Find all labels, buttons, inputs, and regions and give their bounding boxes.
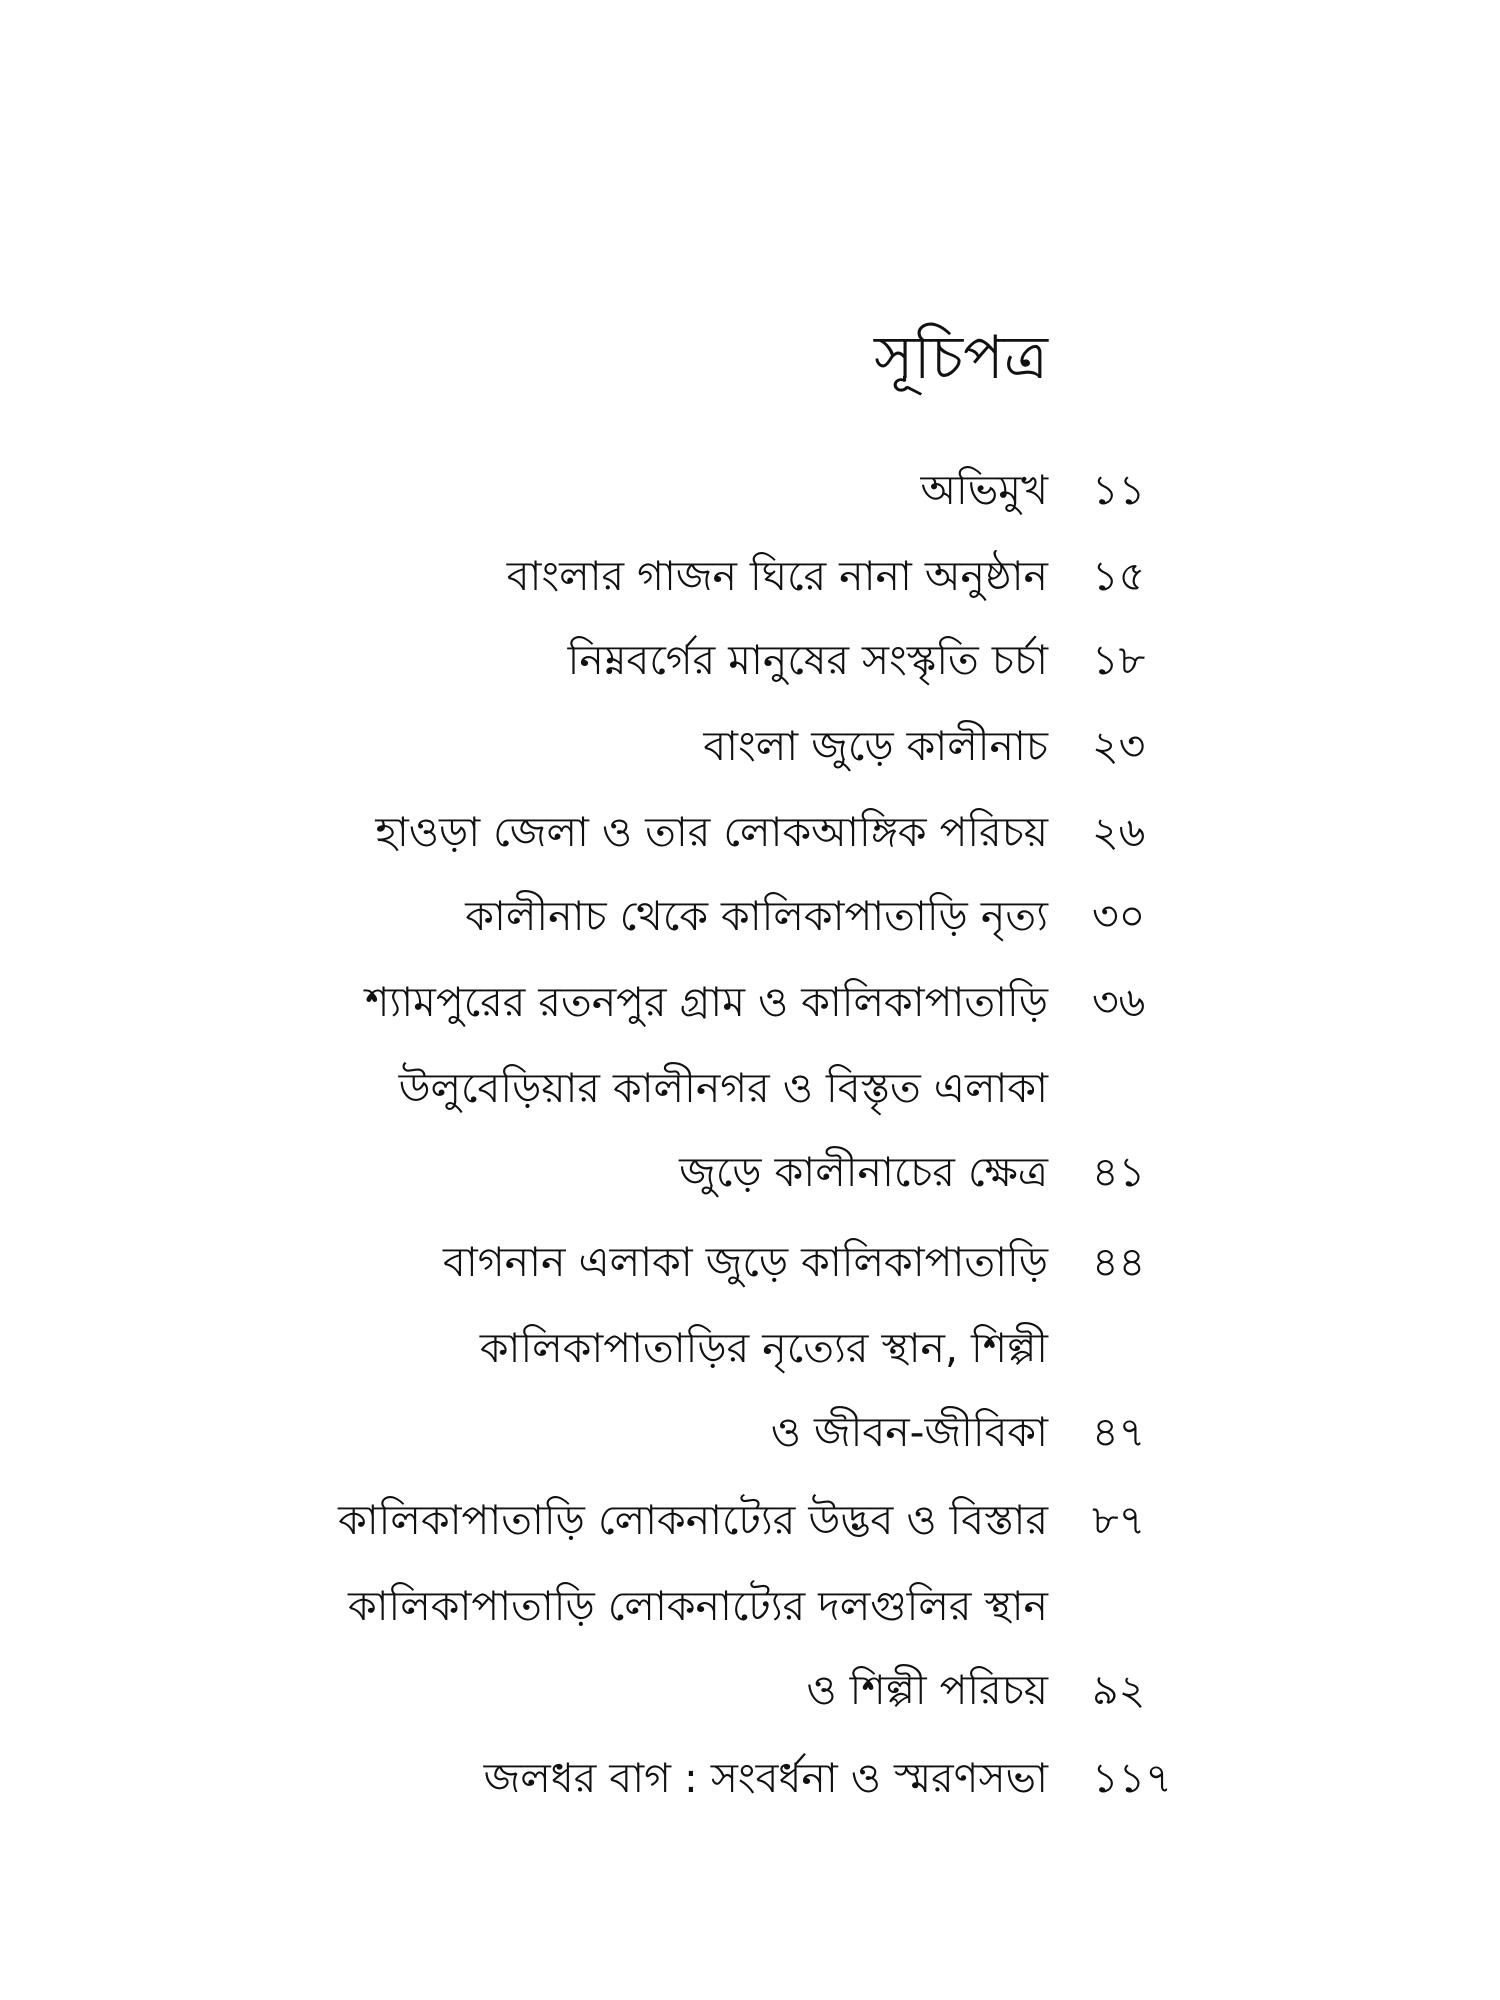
toc-entry (0, 874, 1500, 954)
toc-entry-line: কালিকাপাতাড়ি লোকনাট্যের উদ্ভব ও বিস্তার (338, 1496, 1048, 1544)
toc-entry (0, 1046, 1500, 1210)
toc-entry-line: জুড়ে কালীনাচের ক্ষেত্র (679, 1148, 1048, 1196)
toc-entry (0, 1306, 1500, 1470)
toc-entry-line: ও শিল্পী পরিচয় (806, 1666, 1048, 1714)
toc-entry-title (399, 1046, 1048, 1214)
toc-entry (0, 960, 1500, 1040)
toc-entry-title (443, 1220, 1048, 1304)
toc-entry-page-number: ১১৭ (1092, 1754, 1172, 1802)
toc-entry-page-number: ৮৭ (1092, 1496, 1146, 1544)
toc-entry (0, 1478, 1500, 1558)
toc-entry-page-number: ৩০ (1092, 892, 1146, 940)
toc-entry-title (921, 448, 1048, 532)
toc-entry (0, 790, 1500, 870)
toc-entry-title (348, 1564, 1048, 1732)
toc-entry-page-number: ২৬ (1092, 808, 1146, 856)
toc-entry-title (507, 534, 1048, 618)
toc-entry-page-number: ৪৪ (1092, 1238, 1146, 1286)
toc-entry-page-number: ৪৭ (1092, 1408, 1146, 1456)
toc-entry-page-number: ৯২ (1092, 1666, 1146, 1714)
toc-entry-title (338, 1478, 1048, 1562)
toc-entry (0, 1736, 1500, 1816)
toc-entry-title (703, 704, 1048, 788)
toc-entry-line: কালীনাচ থেকে কালিকাপাতাড়ি নৃত্য (465, 892, 1048, 940)
toc-entry-line: শ্যামপুরের রতনপুর গ্রাম ও কালিকাপাতাড়ি (365, 978, 1048, 1026)
toc-entry-page-number: ১৫ (1092, 552, 1146, 600)
toc-entry-line: নিম্নবর্গের মানুষের সংস্কৃতি চর্চা (567, 636, 1048, 684)
toc-entry-title (568, 618, 1048, 702)
toc-entry-line: বাংলার গাজন ঘিরে নানা অনুষ্ঠান (506, 552, 1048, 600)
toc-entry-line: অভিমুখ (920, 466, 1048, 514)
toc-entry (0, 1220, 1500, 1300)
toc-entry-title (484, 1736, 1048, 1820)
toc-entry-title (375, 790, 1048, 874)
toc-entry-page-number: ২৩ (1092, 722, 1146, 770)
page-title: সূচিপত্র (874, 323, 1048, 393)
toc-entry-line: কালিকাপাতাড়ির নৃত্যের স্থান, শিল্পী (479, 1324, 1048, 1372)
toc-entry-line: ও জীবন-জীবিকা (770, 1408, 1048, 1456)
toc-entry-page-number: ৪১ (1092, 1148, 1146, 1196)
toc-entry-line: বাগনান এলাকা জুড়ে কালিকাপাতাড়ি (443, 1238, 1048, 1286)
toc-entry-title (465, 874, 1048, 958)
toc-entry-page-number: ১১ (1092, 466, 1146, 514)
toc-entry (0, 448, 1500, 528)
toc-entry (0, 618, 1500, 698)
toc-entry-title (480, 1306, 1048, 1474)
toc-entry-line: উলুবেড়িয়ার কালীনগর ও বিস্তৃত এলাকা (398, 1064, 1048, 1112)
toc-entry-line: হাওড়া জেলা ও তার লোকআঙ্গিক পরিচয় (375, 808, 1048, 856)
toc-entry (0, 534, 1500, 614)
toc-entry (0, 704, 1500, 784)
toc-entry-page-number: ৩৬ (1092, 978, 1146, 1026)
toc-entry (0, 1564, 1500, 1728)
toc-entry-page-number: ১৮ (1092, 636, 1146, 684)
toc-entry-line: বাংলা জুড়ে কালীনাচ (703, 722, 1048, 770)
toc-entry-title (365, 960, 1048, 1044)
toc-entry-line: কালিকাপাতাড়ি লোকনাট্যের দলগুলির স্থান (347, 1582, 1048, 1630)
toc-entry-line: জলধর বাগ : সংবর্ধনা ও স্মরণসভা (483, 1754, 1048, 1802)
